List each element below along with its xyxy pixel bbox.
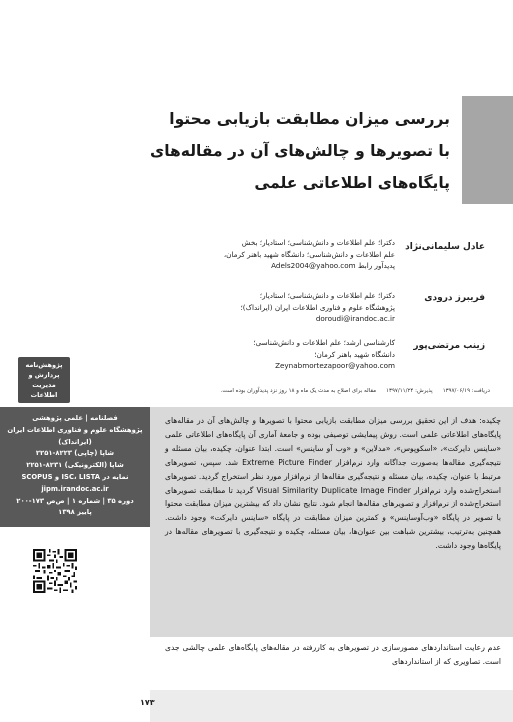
info-line-8: دوره ۳۵ | شماره ۱ | ص‌ص ۱۷۳-۲۰۰ bbox=[16, 496, 134, 505]
info-line-6: نمایه در ISC، LISTA و SCOPUS bbox=[21, 472, 129, 481]
author-2-name: فریبرز درودی bbox=[424, 293, 485, 303]
journal-logo-line-2: پردازش و bbox=[28, 371, 60, 379]
revision-note: مقاله برای اصلاح به مدت یک ماه و ۱۸ روز نزد پدیدآوران بوده است. bbox=[220, 388, 377, 394]
author-3-affiliation bbox=[155, 337, 395, 372]
journal-logo-line-3: مدیریت bbox=[32, 381, 56, 389]
date-accepted: پذیرش: ۱۳۹۷/۱۱/۲۴ bbox=[386, 388, 433, 394]
footer-bar bbox=[150, 690, 513, 722]
qr-code-icon bbox=[33, 549, 77, 593]
page-number: ۱۷۳ bbox=[140, 698, 155, 707]
author-1-aff-line-2: علم اطلاعات و دانش‌شناسی؛ دانشگاه شهید باهنر کرمان، bbox=[223, 249, 395, 259]
journal-info-box bbox=[0, 407, 150, 527]
abstract-text: چکیده: هدف از این تحقیق بررسی میزان مطابقت بازیابی محتوا با تصویرها و چالش‌های آن در مقاله‌های پایگاه‌های اطلاعاتی علمی است. روش پیمایشی توصیفی بوده و جامعهٔ آماری آن پایگاه‌های اطلاعاتی علمی «ساینس دایرکت»، «اسکوپوس»، «مدلاین» و «وب آو ساینس» است. ابتدا عنوان، چکیده، بیان مسئله و نتیجه‌گیری مقاله‌ها به‌صورت جداگانه وارد نرم‌افزار Extreme Picture Finder شد. سپس، تصویرهای مرتبط با عنوان، چکیده، بیان مسئله و نتیجه‌گیری مقاله‌ها از نرم‌افزار مورد نظر استخراج گردید. تصویرهای استخراج‌شده وارد نرم‌افزار Visual Similarity Duplicate Image Finder گردید تا مطابقت تصویرهای استخراج‌شده از نرم‌افزار و تصویرهای مقاله‌ها انجام شود. نتایج نشان داد که بیشترین میزان مطابقت محتوا با تصویر در پایگاه «وب‌آوساینس» و کمترین میزان مطابقت در پایگاه «ساینس دایرکت» وجود داشت. همچنین به‌ترتیب، بیشترین شباهت بین عنوان‌ها، بیان مسئله، چکیده و نتیجه‌گیری با تصویرهای مقاله‌ها در پایگاه‌ها وجود داشت. bbox=[165, 416, 502, 551]
author-1-affiliation bbox=[155, 237, 395, 272]
info-line-3: (ایرانداک) bbox=[58, 437, 92, 446]
author-2-email: doroudi@irandoc.ac.ir bbox=[315, 314, 395, 323]
author-2-affiliation bbox=[155, 290, 395, 325]
author-3-aff-line-1: کارشناسی ارشد؛ علم اطلاعات و دانش‌شناسی؛ bbox=[253, 338, 395, 347]
article-title bbox=[150, 103, 450, 199]
author-1-name: عادل سلیمانی‌نژاد bbox=[405, 242, 485, 252]
info-line-5: شاپا (الکترونیکی) ۸۲۳۱-۲۲۵۱ bbox=[26, 461, 124, 470]
info-line-1: فصلنامه | علمی پژوهشی bbox=[32, 414, 118, 422]
author-3-email: Zeynabmortezapoor@yahoo.com bbox=[275, 361, 395, 370]
author-1-aff-line-3: پدیدآور رابط Adels2004@yahoo.com bbox=[271, 261, 395, 270]
author-1-email: Adels2004@yahoo.com bbox=[271, 261, 356, 270]
info-line-7: jipm.irandoc.ac.ir bbox=[41, 484, 109, 493]
title-line-1: بررسی میزان مطابقت بازیابی محتوا bbox=[169, 110, 450, 128]
author-2-aff-line-2: پژوهشگاه علوم و فناوری اطلاعات ایران (ایرانداک)؛ bbox=[240, 302, 395, 312]
journal-logo-line-1: پژوهش‌نامه bbox=[25, 361, 63, 369]
info-line-2: پژوهشگاه علوم و فناوری اطلاعات ایران bbox=[7, 425, 143, 434]
title-line-2: با تصویرها و چالش‌های آن در مقاله‌های bbox=[150, 142, 450, 160]
side-tab bbox=[462, 96, 513, 204]
title-line-3: پایگاه‌های اطلاعاتی علمی bbox=[254, 174, 450, 192]
date-received: دریافت: ۱۳۹۷/۰۶/۱۹ bbox=[442, 388, 490, 394]
info-line-4: شاپا (چاپی) ۸۲۲۳-۲۲۵۱ bbox=[35, 449, 115, 458]
author-3-name: زینب مرتضی‌پور bbox=[413, 341, 485, 351]
author-1-aff-line-1: دکترا؛ علم اطلاعات و دانش‌شناسی؛ استادیار؛ بخش bbox=[241, 238, 395, 247]
journal-logo-line-4: اطلاعات bbox=[30, 391, 58, 399]
author-3-aff-line-2: دانشگاه شهید باهنر کرمان؛ bbox=[314, 349, 395, 359]
info-line-9: پاییز ۱۳۹۸ bbox=[58, 508, 92, 517]
author-2-aff-line-1: دکترا؛ علم اطلاعات و دانش‌شناسی؛ استادیار؛ bbox=[259, 291, 395, 300]
dates-line bbox=[150, 388, 490, 402]
intro-text: عدم رعایت استانداردهای مصورسازی در تصویرهای به کاررفته در مقاله‌های پایگاه‌های علمی چالشی جدی است. تصاویری که از استانداردهای bbox=[165, 643, 501, 666]
journal-logo bbox=[18, 357, 70, 403]
